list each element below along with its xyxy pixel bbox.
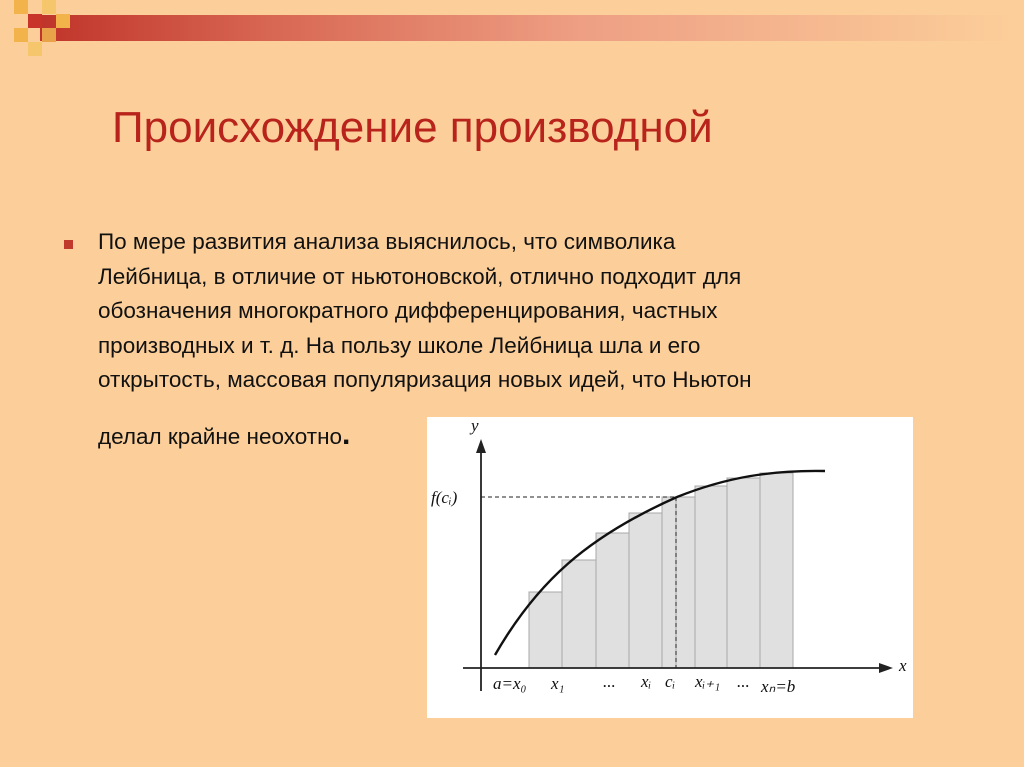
decoration-square — [14, 28, 28, 42]
riemann-rectangle — [629, 513, 662, 668]
bullet-text-line: По мере развития анализа выяснилось, что символика — [98, 229, 676, 254]
decoration-square — [14, 0, 28, 14]
decoration-square — [56, 14, 70, 28]
riemann-sum-figure — [427, 417, 913, 718]
tick-label-dots: ... — [603, 672, 616, 691]
riemann-rectangle — [529, 592, 562, 668]
x-axis-label: x — [899, 656, 907, 675]
x-axis-arrow — [879, 663, 893, 673]
riemann-rectangle — [662, 497, 676, 668]
riemann-rectangle — [596, 533, 629, 668]
y-axis-label: y — [471, 417, 479, 435]
bullet-text-last-line — [98, 418, 350, 452]
bullet-text-line: открытость, массовая популяризация новых идей, что Ньютон — [98, 367, 752, 393]
tick-label-x1: x₁ — [551, 674, 565, 693]
tick-label-dots: ... — [737, 672, 750, 691]
riemann-rectangle — [676, 497, 695, 668]
y-axis-arrow — [476, 439, 486, 453]
tick-label-a: a=x₀ — [493, 674, 527, 693]
riemann-rectangles — [529, 473, 793, 668]
slide-title: Происхождение производной — [112, 103, 713, 152]
riemann-rectangle — [695, 486, 727, 668]
riemann-sum-diagram — [427, 417, 913, 718]
top-decoration-bar — [40, 15, 1024, 41]
riemann-rectangle — [760, 473, 793, 668]
decoration-square — [28, 42, 42, 56]
bullet-text-line: обозначения многократного дифференцирования, частных — [98, 298, 718, 324]
decoration-square — [28, 14, 42, 28]
tick-label-xi: xᵢ — [641, 672, 652, 691]
bullet-text-line: делал крайне неохотно — [98, 424, 343, 449]
bullet-text-line: производных и т. д. На пользу школе Лейбница шла и его — [98, 332, 701, 358]
riemann-rectangle — [562, 560, 596, 668]
bullet-text-dot: . — [342, 418, 351, 451]
decoration-square — [42, 28, 56, 42]
decoration-square — [42, 0, 56, 14]
bullet-text-line: Лейбница, в отличие от ньютоновской, отлично подходит для — [98, 263, 742, 289]
bullet-text — [98, 225, 898, 398]
bullet-marker — [64, 240, 73, 249]
f-ci-label: f(cᵢ) — [431, 488, 458, 507]
tick-label-xn: xₙ=b — [761, 677, 796, 696]
tick-label-xi1: xᵢ₊₁ — [695, 672, 721, 691]
tick-label-ci: cᵢ — [665, 672, 676, 691]
riemann-rectangle — [727, 478, 760, 668]
